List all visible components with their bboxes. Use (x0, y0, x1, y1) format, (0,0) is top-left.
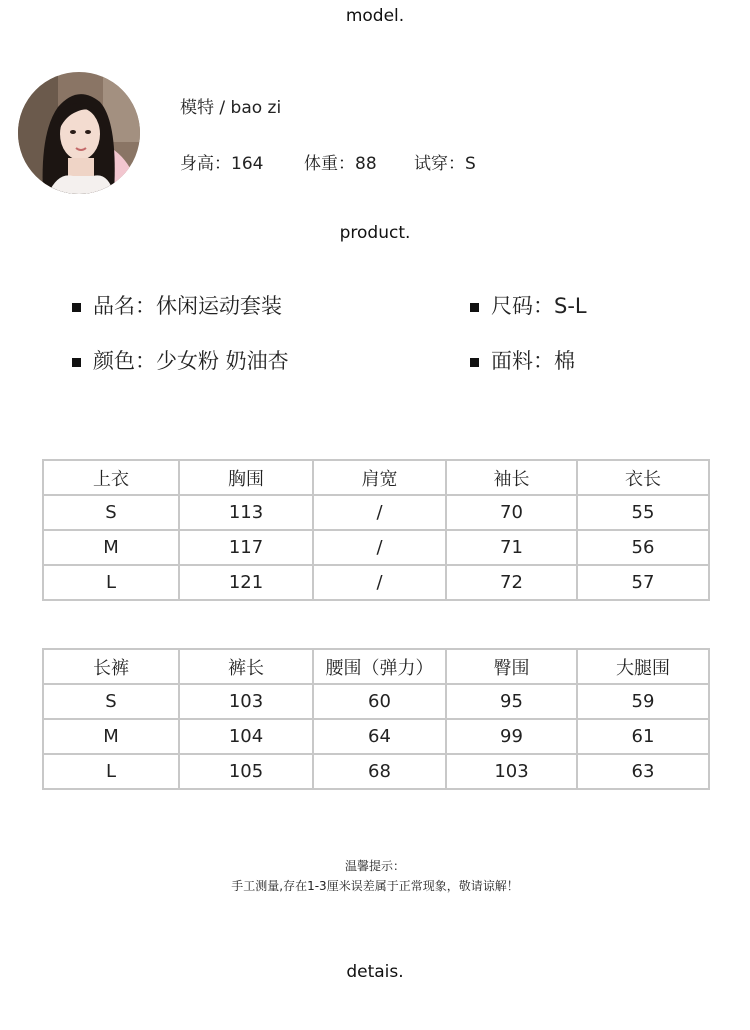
notice-title: 温馨提示： (344, 859, 405, 873)
table-cell: M (43, 530, 179, 565)
table-cell: 68 (313, 754, 446, 789)
table-cell: 56 (577, 530, 709, 565)
product-name: 品名：休闲运动套装 (93, 294, 282, 318)
table-header-cell: 腰围（弹力） (313, 649, 446, 684)
table-header-cell: 肩宽 (313, 460, 446, 495)
table-header-cell: 裤长 (179, 649, 313, 684)
table-row (43, 495, 709, 530)
table-cell: 57 (577, 565, 709, 600)
table-header-cell: 衣长 (577, 460, 709, 495)
bullet-icon (470, 358, 479, 367)
model-avatar (18, 72, 140, 194)
table-cell: S (43, 495, 179, 530)
model-stats (180, 149, 476, 174)
product-color-item (72, 345, 289, 375)
table-cell: 63 (577, 754, 709, 789)
bullet-icon (470, 303, 479, 312)
table-cell: 55 (577, 495, 709, 530)
product-fabric: 面料：棉 (491, 349, 575, 373)
model-name: 模特 / bao zi (180, 98, 282, 118)
table-cell: L (43, 754, 179, 789)
top-size-table (42, 459, 710, 601)
table-cell: 71 (446, 530, 577, 565)
table-cell: 117 (179, 530, 313, 565)
table-cell: 105 (179, 754, 313, 789)
pants-size-table (42, 648, 710, 790)
table-header-row (43, 649, 709, 684)
table-header-cell: 上衣 (43, 460, 179, 495)
product-size-item (470, 290, 587, 320)
table-cell: M (43, 719, 179, 754)
table-cell: 99 (446, 719, 577, 754)
table-row (43, 684, 709, 719)
table-cell: 70 (446, 495, 577, 530)
table-cell: 121 (179, 565, 313, 600)
table-cell: L (43, 565, 179, 600)
model-weight: 体重：88 (304, 154, 377, 174)
table-cell: S (43, 684, 179, 719)
table-header-row (43, 460, 709, 495)
model-photo (18, 72, 140, 194)
model-height: 身高：164 (180, 154, 264, 174)
table-header-cell: 臀围 (446, 649, 577, 684)
table-header-cell: 袖长 (446, 460, 577, 495)
table-cell: 104 (179, 719, 313, 754)
bullet-icon (72, 358, 81, 367)
table-cell: / (313, 530, 446, 565)
table-cell: 72 (446, 565, 577, 600)
table-cell: 113 (179, 495, 313, 530)
table-header-cell: 胸围 (179, 460, 313, 495)
product-color: 颜色：少女粉 奶油杏 (93, 349, 289, 373)
table-cell: 103 (179, 684, 313, 719)
table-cell: 61 (577, 719, 709, 754)
product-size-range: 尺码：S-L (491, 294, 587, 318)
table-cell: / (313, 565, 446, 600)
table-row (43, 565, 709, 600)
product-name-item (72, 290, 282, 320)
table-cell: 95 (446, 684, 577, 719)
product-fabric-item (470, 345, 575, 375)
table-row (43, 754, 709, 789)
table-row (43, 719, 709, 754)
table-cell: 64 (313, 719, 446, 754)
table-cell: 59 (577, 684, 709, 719)
details-section-title: detais. (346, 962, 404, 982)
table-cell: / (313, 495, 446, 530)
model-fit-size: 试穿：S (414, 154, 476, 174)
table-cell: 60 (313, 684, 446, 719)
table-header-cell: 长裤 (43, 649, 179, 684)
notice-text: 手工测量,存在1-3厘米误差属于正常现象，敬请谅解！ (231, 879, 519, 893)
bullet-icon (72, 303, 81, 312)
table-header-cell: 大腿围 (577, 649, 709, 684)
table-row (43, 530, 709, 565)
product-section-title: product. (339, 223, 411, 243)
table-cell: 103 (446, 754, 577, 789)
model-section-title: model. (345, 6, 405, 26)
